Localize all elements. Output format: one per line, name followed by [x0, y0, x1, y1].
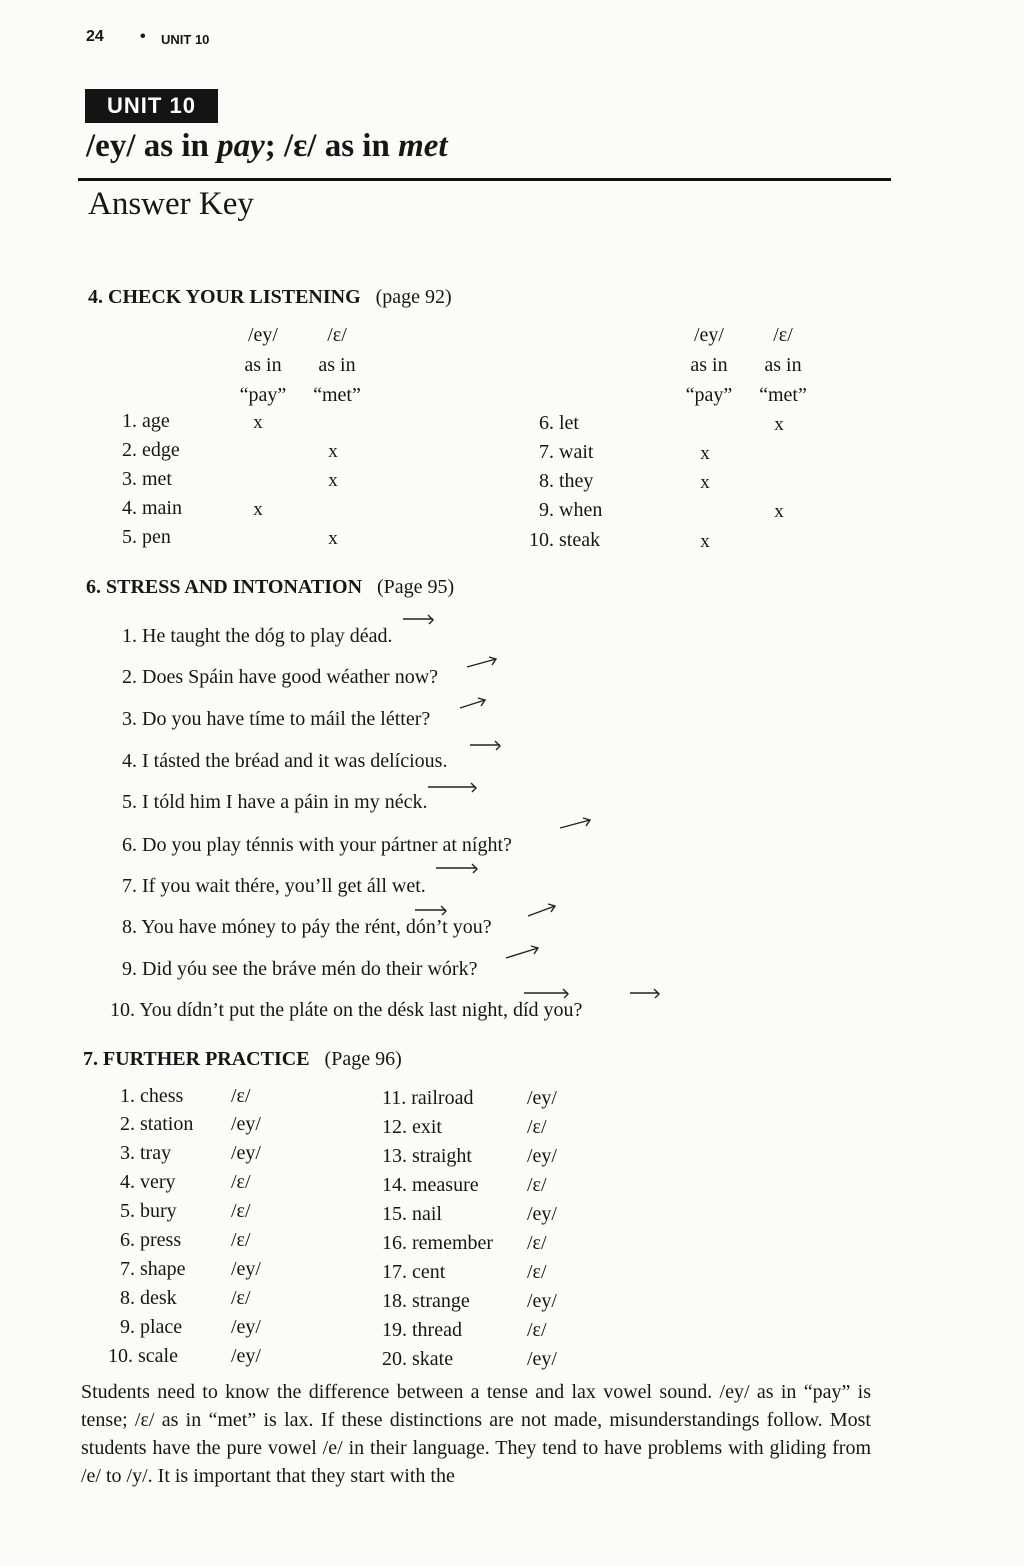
listening-item: 2. edge: [122, 439, 180, 461]
practice-sound: /ey/: [231, 1258, 261, 1280]
rising-arrow: [506, 946, 538, 958]
page-number: 24: [86, 28, 104, 45]
practice-sound: /ɛ/: [231, 1287, 251, 1309]
col-ey-line3: “pay”: [685, 384, 733, 406]
practice-sound: /ey/: [231, 1113, 261, 1135]
col-e-line2: as in: [318, 354, 356, 376]
intonation-sentence: 8. You have móney to páy the rént, dón’t you?: [122, 916, 492, 938]
mark-ey: x: [700, 472, 710, 493]
rising-arrow: [560, 818, 590, 828]
rising-arrow: [467, 657, 496, 667]
practice-word: 11. railroad: [382, 1087, 474, 1109]
section6-heading: [86, 576, 454, 599]
intonation-sentence: 6. Do you play ténnis with your pártner at níght?: [122, 834, 512, 856]
col-ey-line2: as in: [690, 354, 728, 376]
col-e-line2: as in: [764, 354, 802, 376]
practice-sound: /ey/: [527, 1203, 557, 1225]
title-divider: [78, 178, 891, 181]
title-word-pay: pay: [217, 128, 265, 164]
header-separator: •: [140, 28, 146, 45]
practice-sound: /ey/: [527, 1348, 557, 1370]
practice-word: 4. very: [120, 1171, 176, 1193]
mark-e: x: [774, 414, 784, 435]
col-e-line1: /ɛ/: [327, 324, 347, 346]
practice-word: 9. place: [120, 1316, 183, 1338]
falling-arrow: [436, 864, 477, 873]
col-e-line1: /ɛ/: [773, 324, 793, 346]
practice-sound: /ɛ/: [231, 1171, 251, 1193]
practice-word: 1. chess: [120, 1085, 184, 1107]
intonation-sentence: 3. Do you have tíme to máil the létter?: [122, 708, 431, 730]
mark-ey: x: [253, 499, 263, 520]
col-e-line3: “met”: [313, 384, 361, 406]
header-unit-label: UNIT 10: [161, 32, 210, 47]
section4-heading: [88, 286, 452, 309]
col-ey-line3: “pay”: [239, 384, 287, 406]
title-part2: ; /ɛ/ as in: [264, 128, 399, 164]
practice-sound: /ey/: [527, 1290, 557, 1312]
listening-item: 5. pen: [122, 526, 171, 548]
mark-e: x: [328, 470, 338, 491]
practice-word: 5. bury: [120, 1200, 177, 1222]
section7-page-ref: (Page 96): [324, 1048, 402, 1070]
intonation-sentence: 5. I tóld him I have a páin in my néck.: [122, 791, 428, 813]
intonation-sentence: 7. If you wait thére, you’ll get áll wet.: [122, 875, 426, 897]
section4-title: 4. CHECK YOUR LISTENING: [88, 286, 361, 308]
practice-word: 3. tray: [120, 1142, 172, 1164]
rising-arrow: [460, 698, 485, 708]
section6-page-ref: (Page 95): [377, 576, 455, 598]
practice-sound: /ey/: [231, 1142, 261, 1164]
mark-e: x: [774, 501, 784, 522]
col-ey-line1: /ey/: [248, 324, 278, 346]
listening-item: 8. they: [539, 470, 594, 492]
rising-arrow: [528, 904, 555, 916]
intonation-sentence: 1. He taught the dóg to play déad.: [122, 625, 393, 647]
mark-e: x: [328, 441, 338, 462]
intonation-sentence: 9. Did yóu see the bráve mén do their wórk?: [122, 958, 478, 980]
falling-arrow: [630, 989, 659, 998]
practice-sound: /ɛ/: [231, 1085, 251, 1107]
listening-item: 9. when: [539, 499, 603, 521]
practice-sound: /ey/: [527, 1145, 557, 1167]
practice-sound: /ɛ/: [527, 1319, 547, 1341]
falling-arrow: [524, 989, 568, 998]
practice-sound: /ɛ/: [527, 1116, 547, 1138]
section7-heading: [83, 1048, 402, 1071]
listening-item: 6. let: [539, 412, 579, 434]
listening-item: 10. steak: [529, 529, 601, 551]
section7-title: 7. FURTHER PRACTICE: [83, 1048, 310, 1070]
practice-sound: /ɛ/: [527, 1261, 547, 1283]
closing-paragraph: Students need to know the difference between a tense and lax vowel sound. /ey/ as in “pay” is tense; /ɛ/ as in “met” is lax. If these distinctions are not made, misunderstandings follow. Most students have the pure vowel /e/ in their language. They tend to have problems with gliding from /e/ to /y/. It is important that they start with the: [81, 1381, 871, 1487]
practice-sound: /ey/: [231, 1345, 261, 1367]
intonation-sentence: 2. Does Spáin have good wéather now?: [122, 666, 439, 688]
listening-item: 7. wait: [539, 441, 594, 463]
unit-badge: UNIT 10: [85, 89, 218, 123]
practice-word: 8. desk: [120, 1287, 177, 1309]
col-ey-line1: /ey/: [694, 324, 724, 346]
practice-word: 12. exit: [382, 1116, 442, 1138]
intonation-sentence: 4. I tásted the bréad and it was delícious.: [122, 750, 448, 772]
mark-ey: x: [253, 412, 263, 433]
section4-page-ref: (page 92): [375, 286, 452, 308]
falling-arrow: [415, 906, 446, 915]
practice-sound: /ey/: [527, 1087, 557, 1109]
practice-sound: /ey/: [231, 1316, 261, 1338]
practice-word: 13. straight: [382, 1145, 472, 1167]
mark-ey: x: [700, 531, 710, 552]
mark-e: x: [328, 528, 338, 549]
practice-sound: /ɛ/: [231, 1229, 251, 1251]
practice-word: 18. strange: [382, 1290, 470, 1312]
mark-ey: x: [700, 443, 710, 464]
listening-item: 1. age: [122, 410, 170, 432]
practice-word: 10. scale: [108, 1345, 178, 1367]
falling-arrow: [403, 615, 433, 624]
practice-sound: /ɛ/: [231, 1200, 251, 1222]
practice-word: 14. measure: [382, 1174, 479, 1196]
practice-word: 7. shape: [120, 1258, 186, 1280]
practice-word: 16. remember: [382, 1232, 494, 1254]
practice-word: 15. nail: [382, 1203, 442, 1225]
practice-word: 2. station: [120, 1113, 194, 1135]
page-subtitle: Answer Key: [88, 186, 254, 222]
practice-word: 19. thread: [382, 1319, 462, 1341]
listening-item: 4. main: [122, 497, 182, 519]
col-e-line3: “met”: [759, 384, 807, 406]
practice-word: 20. skate: [382, 1348, 454, 1370]
practice-sound: /ɛ/: [527, 1174, 547, 1196]
falling-arrow: [428, 783, 476, 792]
col-ey-line2: as in: [244, 354, 282, 376]
practice-word: 17. cent: [382, 1261, 446, 1283]
title-word-met: met: [398, 128, 448, 164]
intonation-sentence: 10. You dídn’t put the pláte on the désk last night, díd you?: [110, 999, 583, 1021]
practice-word: 6. press: [120, 1229, 182, 1251]
page-title: [86, 128, 448, 165]
title-part1: /ey/ as in: [86, 128, 218, 164]
practice-sound: /ɛ/: [527, 1232, 547, 1254]
falling-arrow: [470, 741, 500, 750]
section6-title: 6. STRESS AND INTONATION: [86, 576, 363, 598]
listening-item: 3. met: [122, 468, 172, 490]
